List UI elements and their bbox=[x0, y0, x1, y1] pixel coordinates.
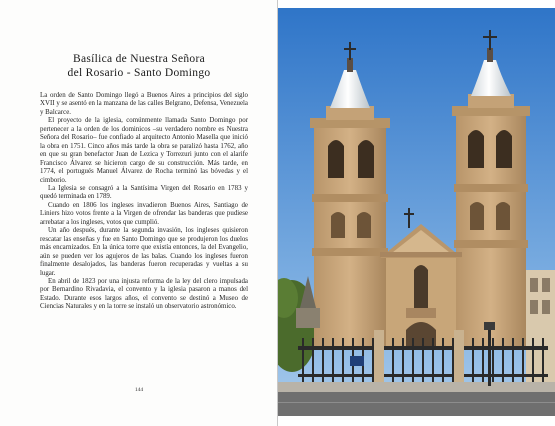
paragraph-2: El proyecto de la iglesia, comúnmente llamada Santo Domingo por pertenecer a la orden de los dominicos –su verdadero nombre es Nuestra Señora del Rosario– fue confiado al arquitecto Antonio Masella que inició la obra en 1751. Cinco años más tarde la obra se paralizó hasta 1762, año en que su gran benefactor Juan de Lezica y Torrezuri junto con el alarife Francisco Álvarez se hicieron cargo de su construcción. Más tarde, en 1774, el portugués Manuel Álvarez de Rocha terminó las bóvedas y el cimborio. bbox=[40, 117, 248, 184]
paragraph-5: Un año después, durante la segunda invasión, los ingleses quisieron rescatar las enseñas y fue en Santo Domingo que se produjeron los duelos más encarnizados. En la única torre que existía entonces, la del Evangelio, aún se pueden ver los agujeros de las balas. Cuando los ingleses fueron finalmente desalojados, las banderas fueron recuperadas y vueltas a su lugar. bbox=[40, 227, 248, 277]
title-line-2: del Rosario - Santo Domingo bbox=[67, 67, 211, 79]
paragraph-6: En abril de 1823 por una injusta reforma de la ley del clero impulsada por Bernardino Rivadavia, el convento y la iglesia pasaron a manos del Estado. Durante esos largos años, el convento se destinó a Museo de Ciencias Naturales y en la torre se instaló un observatorio astronómico. bbox=[40, 277, 248, 311]
left-page bbox=[0, 0, 277, 426]
page-title bbox=[32, 52, 246, 80]
paragraph-3: La Iglesia se consagró a la Santísima Virgen del Rosario en 1783 y quedó terminada en 1789. bbox=[40, 184, 248, 201]
right-page bbox=[278, 0, 555, 426]
paragraph-4: Cuando en 1806 los ingleses invadieron Buenos Aires, Santiago de Liniers hizo votos frente a la Virgen de ofrendar las banderas que pudiese arrebatar a los ingleses, votos que cumplió. bbox=[40, 201, 248, 226]
basilica-photo bbox=[278, 8, 555, 416]
paragraph-1: La orden de Santo Domingo llegó a Buenos Aires a principios del siglo XVII y se asentó en la manzana de las calles Belgrano, Defensa, Venezuela y Balcarce. bbox=[40, 92, 248, 116]
title-line-1: Basílica de Nuestra Señora bbox=[72, 53, 206, 65]
page-number: 144 bbox=[134, 387, 144, 393]
body-text bbox=[40, 92, 248, 312]
